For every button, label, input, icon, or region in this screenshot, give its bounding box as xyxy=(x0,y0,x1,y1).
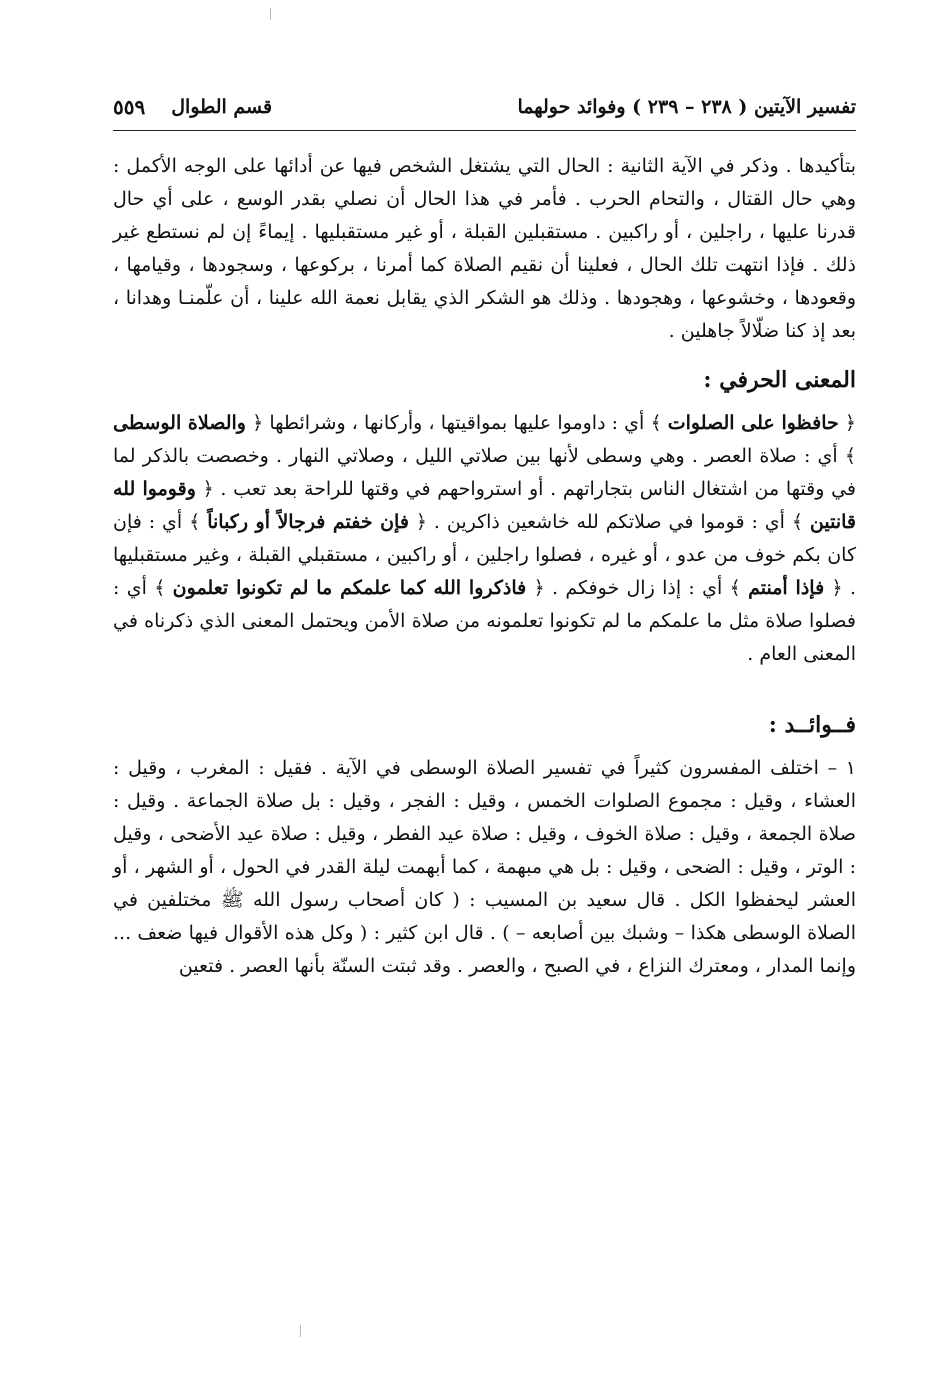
explanation-5: أي : إذا زال خوفكم . xyxy=(552,577,723,599)
page-body xyxy=(113,150,856,983)
quran-quote-5: فإذا أمنتم xyxy=(748,577,825,599)
explanation-1: أي : داوموا عليها بمواقيتها ، وأركانها ، وشرائطها xyxy=(269,412,645,434)
section-name: قسم الطوال xyxy=(171,96,273,118)
ornate-bracket-close: ﴾ xyxy=(791,511,803,533)
explanation-3: أي : قوموا في صلاتكم لله خاشعين ذاكرين . xyxy=(433,511,785,533)
literal-meaning-paragraph xyxy=(113,407,856,671)
ornate-bracket-close: ﴾ xyxy=(189,511,201,533)
explanation-2: أي : صلاة العصر . وهي وسطى لأنها بين صلاتي الليل ، وصلاتي النهار . وخصصت بالذكر لما في وقتها من اشتغال الناس بتجاراتهم . أو استرواحهم في وقتها للراحة بعد تعب . xyxy=(113,445,856,500)
explanation-4: أي : فإن كان بكم خوف من عدو ، أو غيره ، فصلوا راجلين ، أو راكبين ، مستقبلي القبلة ، وغير مستقبليها . xyxy=(113,511,857,599)
ornate-bracket-close: ﴾ xyxy=(729,577,741,599)
ornate-bracket-open: ﴿ xyxy=(831,577,843,599)
ornate-bracket-close: ﴾ xyxy=(844,445,856,467)
page-number: ٥٥٩ xyxy=(113,95,146,119)
header-rule xyxy=(113,130,856,131)
page-header xyxy=(113,90,856,124)
running-title: تفسير الآيتين ( ٢٣٨ – ٢٣٩ ) وفوائد حولهما xyxy=(517,96,856,118)
explanation-6: أي : فصلوا صلاة مثل ما علمكم ما لم تكونوا تعلمونه من صلاة الأمن ويحتمل المعنى الذي ذكرناه في المعنى العام . xyxy=(113,577,856,665)
crop-mark-bottom xyxy=(300,1325,301,1337)
crop-mark-top xyxy=(270,8,271,20)
ornate-bracket-open: ﴿ xyxy=(202,478,214,500)
literal-meaning-title: المعنى الحرفي : xyxy=(703,367,856,393)
quran-quote-4: فإن خفتم فرجالاً أو ركباناً xyxy=(207,511,409,533)
quran-quote-6: فاذكروا الله كما علمكم ما لم تكونوا تعلمون xyxy=(172,577,527,599)
ornate-bracket-open: ﴿ xyxy=(415,511,427,533)
header-left-group xyxy=(113,95,272,119)
ornate-bracket-open: ﴿ xyxy=(252,412,264,434)
benefits-title: فــوائــد : xyxy=(768,712,856,738)
quran-quote-3: وقوموا لله قانتين xyxy=(113,478,856,533)
ornate-bracket-open: ﴿ xyxy=(844,412,857,434)
quran-quote-2: والصلاة الوسطى xyxy=(113,412,246,434)
quran-quote-1: حافظوا على الصلوات xyxy=(667,412,839,434)
intro-paragraph: بتأكيدها . وذكر في الآية الثانية : الحال التي يشتغل الشخص فيها عن أدائها على الوجه الأكمل : وهي حال القتال ، والتحام الحرب . فأمر في هذا الحال أن نصلي بقدر الوسع ، على أي حال قدرنا عليها ، راجلين ، أو راكبين . مستقبلين القبلة ، أو غير مستقبليها . إيماءً إن لم نستطع غير ذلك . فإذا انتهت تلك الحال ، فعلينا أن نقيم الصلاة كما أمرنا ، بركوعها ، وسجودها ، وقيامها ، وقعودها ، وخشوعها ، وهجودها . وذلك هو الشكر الذي يقابل نعمة الله علينا ، أن علّمنـا وهدانا ، بعد إذ كنا ضلّالاً جاهلين . xyxy=(113,155,856,342)
ornate-bracket-close: ﴾ xyxy=(650,412,662,434)
ornate-bracket-close: ﴾ xyxy=(154,577,166,599)
ornate-bracket-open: ﴿ xyxy=(533,577,545,599)
benefits-paragraph: ١ – اختلف المفسرون كثيراً في تفسير الصلاة الوسطى في الآية . فقيل : المغرب ، وقيل : العشاء ، وقيل : مجموع الصلوات الخمس ، وقيل : الفجر ، وقيل : بل صلاة الجماعة . وقيل : صلاة الجمعة ، وقيل : صلاة الخوف ، وقيل : صلاة عيد الفطر ، وقيل : صلاة عيد الأضحى ، وقيل : الوتر ، وقيل : الضحى ، وقيل : بل هي مبهمة ، كما أبهمت ليلة القدر في الحول ، أو الشهر ، أو العشر ليحفظوا الكل . قال سعيد بن المسيب : ( كان أصحاب رسول الله ﷺ مختلفين في الصلاة الوسطى هكذا – وشبك بين أصابعه – ) . قال ابن كثير : ( وكل هذه الأقوال فيها ضعف ... وإنما المدار ، ومعترك النزاع ، في الصبح ، والعصر . وقد ثبتت السنّة بأنها العصر . فتعين xyxy=(113,757,856,977)
